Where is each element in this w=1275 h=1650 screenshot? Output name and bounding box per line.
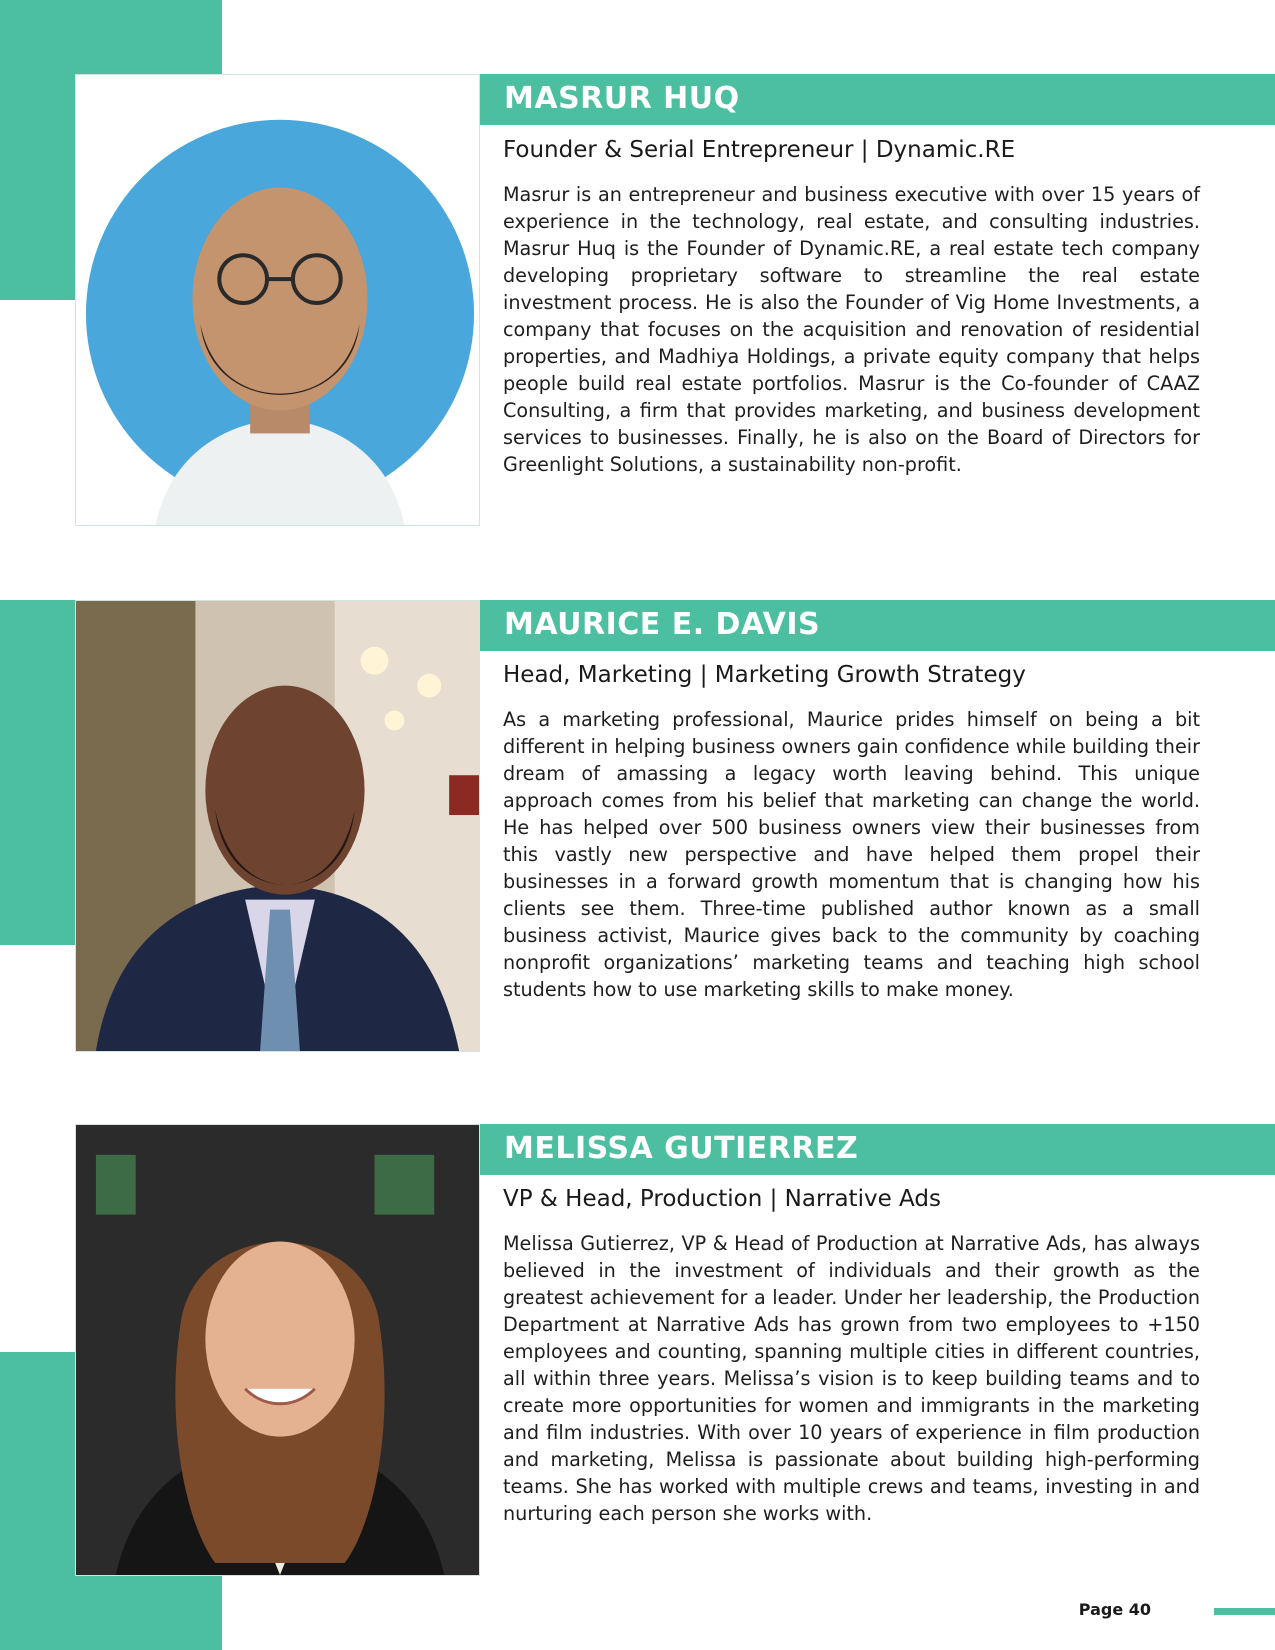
footer-accent-rule xyxy=(1214,1608,1275,1615)
profile-photo-melissa-gutierrez xyxy=(75,1124,480,1576)
profile-name: MELISSA GUTIERREZ xyxy=(504,1131,859,1166)
profile-bio: Masrur is an entrepreneur and business executive with over 15 years of experience in the technology, real estate, and consulting industries. Masrur Huq is the Founder of Dynamic.RE, a real estate tech company developing proprietary software to streamline the real estate investment process. He is also the Founder of Vig Home Investments, a company that focuses on the acquisition and renovation of residential properties, and Madhiya Holdings, a private equity company that helps people build real estate portfolios. Masrur is the Co-founder of CAAZ Consulting, a firm that provides marketing, and business development services to businesses. Finally, he is also on the Board of Directors for Greenlight Solutions, a sustainability non-profit. xyxy=(503,183,1200,476)
page-number: Page 40 xyxy=(1078,1600,1151,1619)
profile-bio: Melissa Gutierrez, VP & Head of Production at Narrative Ads, has always believed in the investment of individuals and their growth as the greatest achievement for a leader. Under her leadership, the Production Department at Narrative Ads has grown from two employees to +150 employees and counting, spanning multiple cities in different countries, all within three years. Melissa’s vision is to keep building teams and to create more opportunities for women and immigrants in the marketing and film industries. With over 10 years of experience in film production and marketing, Melissa is passionate about building high-performing teams. She has worked with multiple crews and teams, investing in and nurturing each person she works with. xyxy=(503,1232,1200,1525)
profile-role: Head, Marketing | Marketing Growth Strategy xyxy=(503,662,1026,688)
profile-name: MASRUR HUQ xyxy=(504,81,740,116)
profile-role: VP & Head, Production | Narrative Ads xyxy=(503,1186,941,1212)
accent-bar-middle xyxy=(0,600,76,945)
name-band xyxy=(480,1124,1275,1175)
profile-name: MAURICE E. DAVIS xyxy=(504,607,821,642)
profile-bio: As a marketing professional, Maurice prides himself on being a bit different in helping business owners gain confidence while building their dream of amassing a legacy worth leaving behind. This unique approach comes from his belief that marketing can change the world. He has helped over 500 business owners view their businesses from this vastly new perspective and have helped them propel their businesses in a forward growth momentum that is changing how his clients see them. Three-time published author known as a small business activist, Maurice gives back to the community by coaching nonprofit organizations’ marketing teams and teaching high school students how to use marketing skills to make money. xyxy=(503,708,1200,1001)
name-band xyxy=(480,600,1275,651)
profile-role: Founder & Serial Entrepreneur | Dynamic.RE xyxy=(503,137,1016,163)
profile-photo-masrur-huq xyxy=(75,74,480,526)
profile-photo-maurice-e-davis xyxy=(75,600,480,1052)
name-band xyxy=(480,74,1275,125)
